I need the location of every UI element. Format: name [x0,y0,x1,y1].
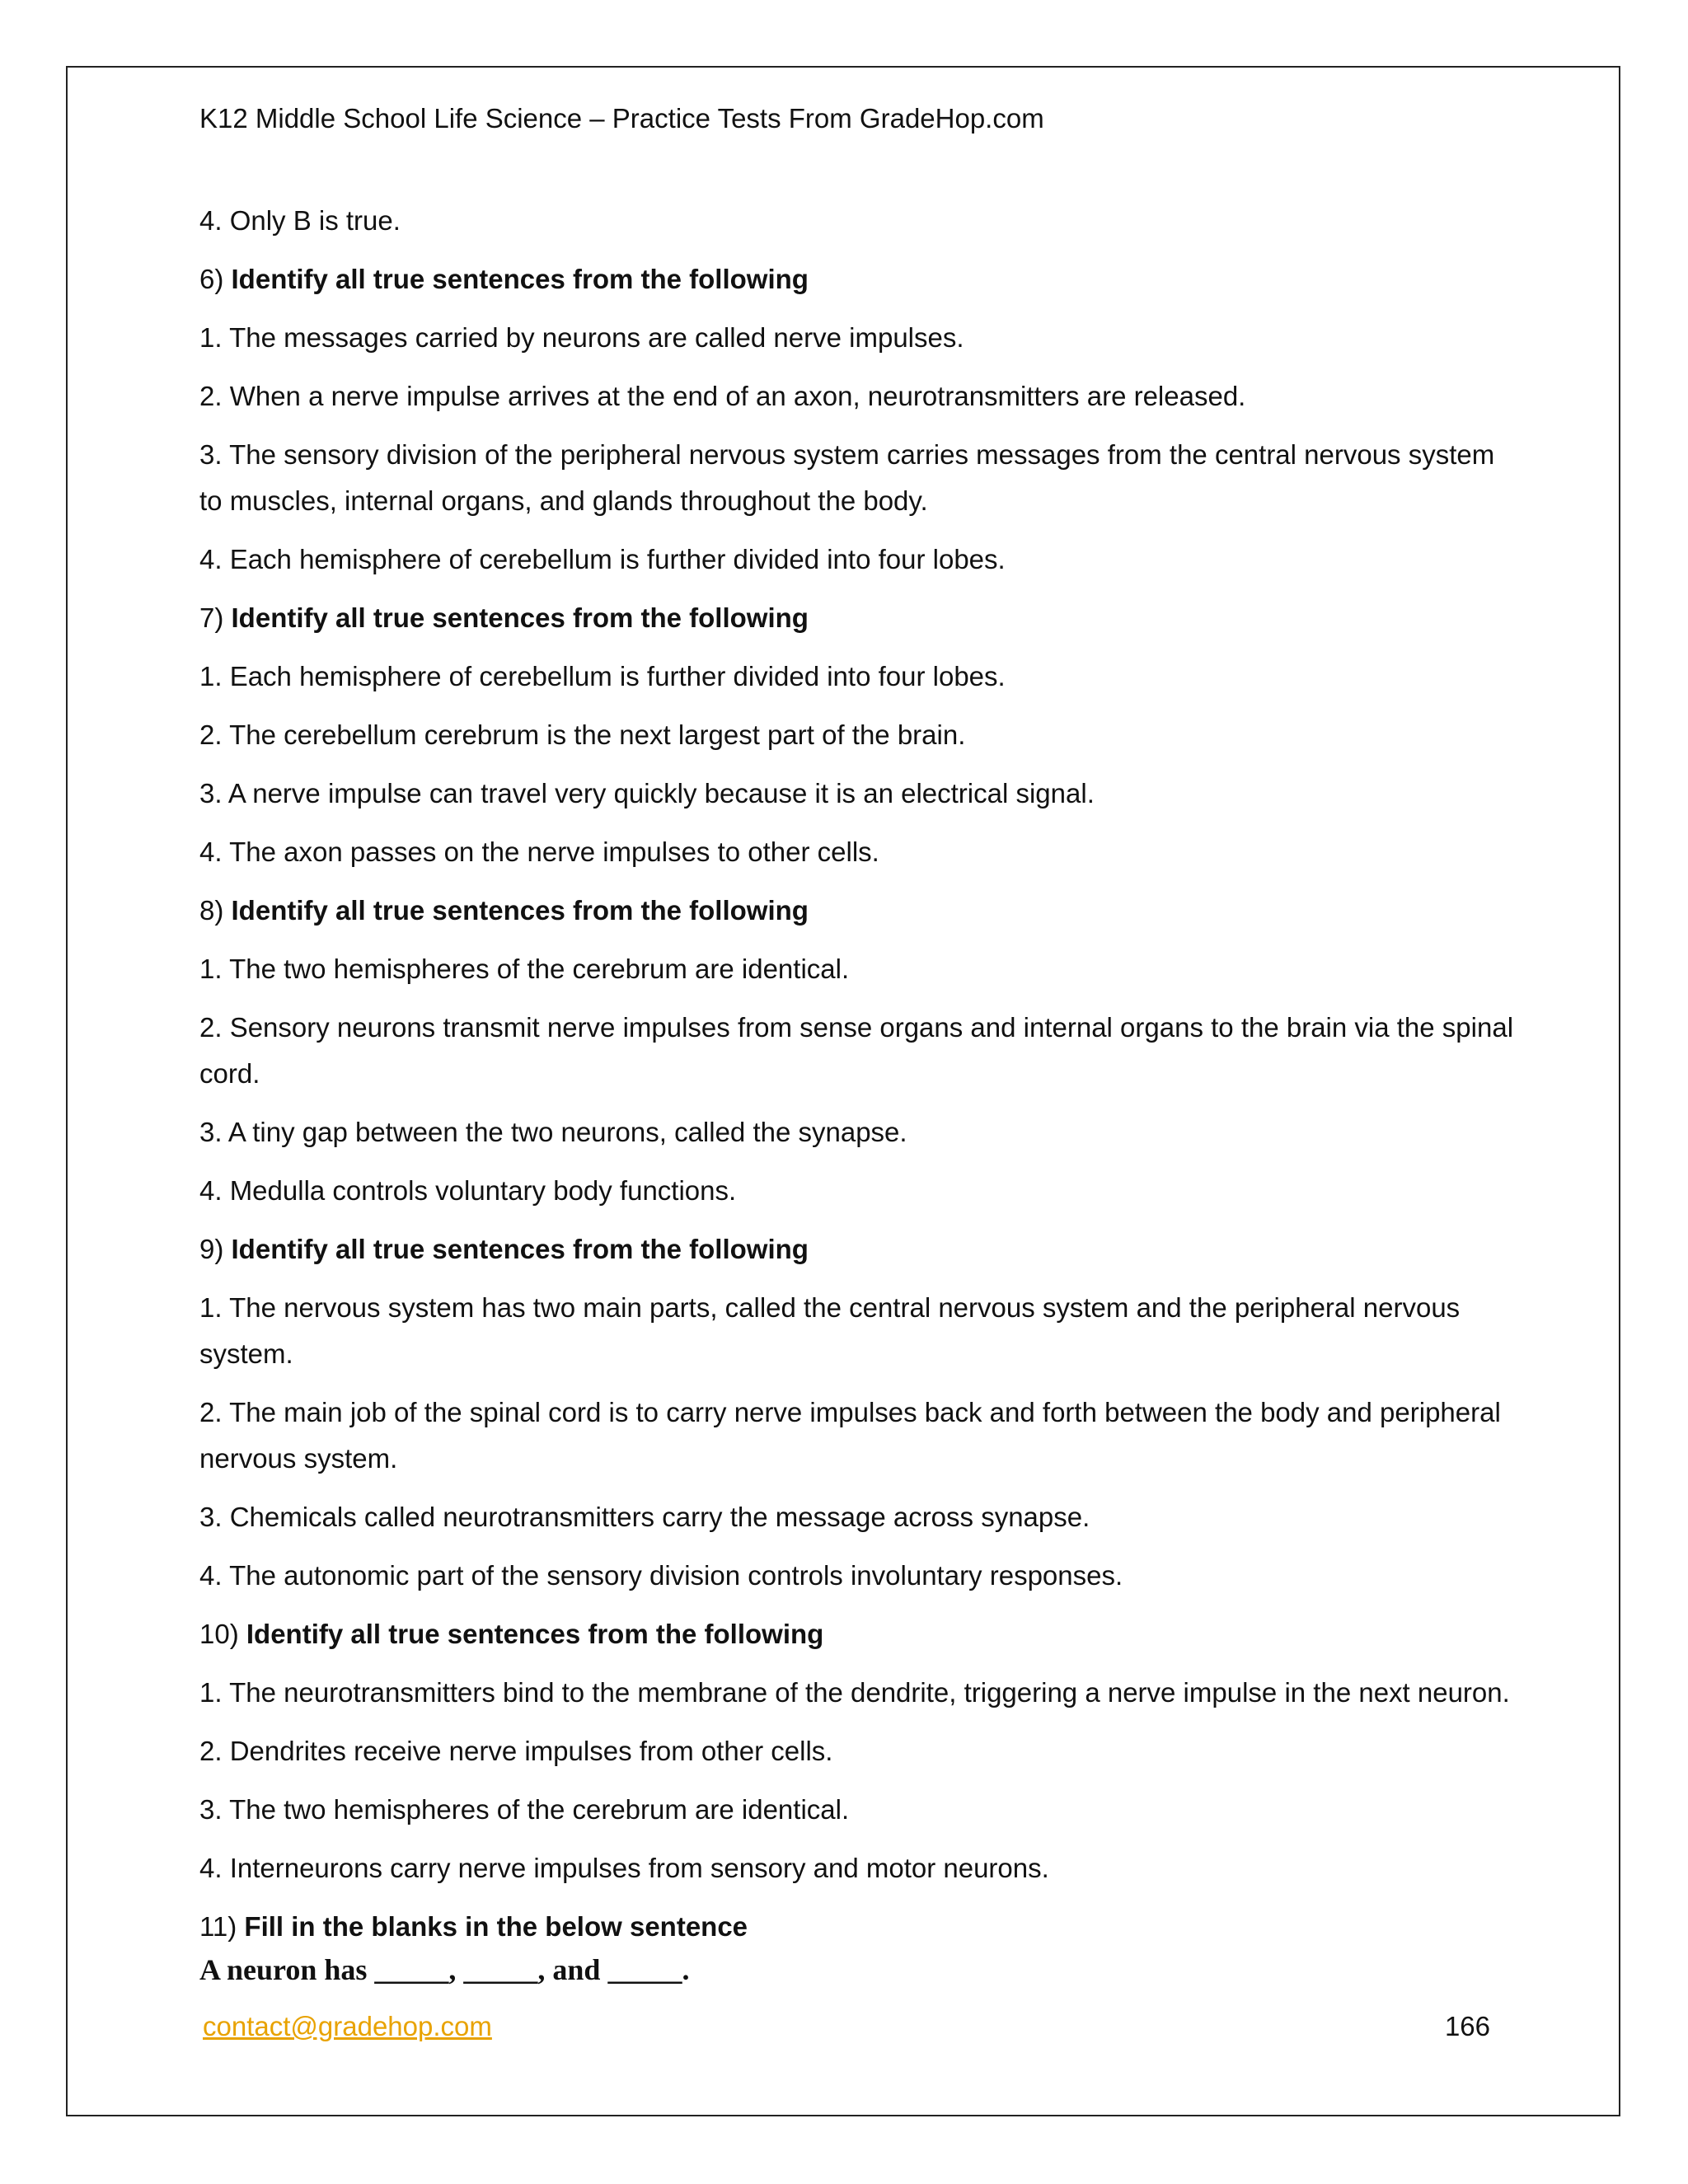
page-footer [203,2011,1490,2042]
option: 1. The two hemispheres of the cerebrum are identical. [199,954,850,984]
question-number: 6) [199,264,224,294]
contact-email-link[interactable]: contact@gradehop.com [203,2011,492,2041]
question-9 [199,1226,1518,1599]
option: 3. The two hemispheres of the cerebrum are identical. [199,1794,850,1825]
question-prompt: Identify all true sentences from the following [231,1234,809,1264]
question-11 [199,1904,1518,1990]
question-prompt: Identify all true sentences from the following [231,602,809,633]
question-10 [199,1611,1518,1891]
option: 2. The main job of the spinal cord is to carry nerve impulses back and forth between the body and peripheral nervous system. [199,1397,1501,1474]
option: 3. The sensory division of the peripheral nervous system carries messages from the central nervous system to muscles, internal organs, and glands throughout the body. [199,439,1495,516]
carryover-option: 4. Only B is true. [199,205,401,236]
question-number: 10) [199,1619,239,1649]
option: 1. The nervous system has two main parts, called the central nervous system and the peripheral nervous system. [199,1292,1461,1369]
question-6 [199,256,1518,583]
question-prompt: Identify all true sentences from the following [231,264,809,294]
question-heading [199,1904,1518,1950]
option: 4. The autonomic part of the sensory division controls involuntary responses. [199,1560,1123,1591]
question-8 [199,888,1518,1214]
question-prompt: Fill in the blanks in the below sentence [244,1911,748,1942]
question-7 [199,595,1518,875]
question-heading [199,1611,1518,1657]
page-number: 166 [1444,2011,1490,2041]
question-number: 11) [199,1911,237,1942]
option: 1. The messages carried by neurons are called nerve impulses. [199,322,964,353]
option: 2. When a nerve impulse arrives at the end of an axon, neurotransmitters are released. [199,381,1246,411]
question-heading [199,1226,1518,1272]
option: 1. Each hemisphere of cerebellum is further divided into four lobes. [199,661,1006,691]
question-prompt: Identify all true sentences from the following [246,1619,824,1649]
question-heading [199,888,1518,934]
document-body [199,97,1518,1990]
option: 4. Medulla controls voluntary body functions. [199,1175,737,1206]
question-number: 8) [199,895,224,926]
option: 3. Chemicals called neurotransmitters carry the message across synapse. [199,1502,1090,1532]
option: 1. The neurotransmitters bind to the membrane of the dendrite, triggering a nerve impulse in the next neuron. [199,1677,1510,1708]
question-number: 9) [199,1234,224,1264]
question-prompt: Identify all true sentences from the following [231,895,809,926]
question-number: 7) [199,602,224,633]
option: 2. Dendrites receive nerve impulses from other cells. [199,1736,833,1766]
fill-in-sentence: A neuron has _____, _____, and _____. [199,1953,690,1986]
option: 2. The cerebellum cerebrum is the next largest part of the brain. [199,719,966,750]
option: 4. The axon passes on the nerve impulses to other cells. [199,837,879,867]
question-heading [199,595,1518,641]
option: 3. A tiny gap between the two neurons, called the synapse. [199,1117,907,1147]
option: 3. A nerve impulse can travel very quickly because it is an electrical signal. [199,778,1095,808]
option: 4. Each hemisphere of cerebellum is further divided into four lobes. [199,544,1006,574]
option: 4. Interneurons carry nerve impulses from sensory and motor neurons. [199,1853,1049,1883]
question-heading [199,256,1518,302]
page-header: K12 Middle School Life Science – Practice Tests From GradeHop.com [199,103,1044,134]
option: 2. Sensory neurons transmit nerve impulses from sense organs and internal organs to the brain via the spinal cord. [199,1012,1514,1089]
